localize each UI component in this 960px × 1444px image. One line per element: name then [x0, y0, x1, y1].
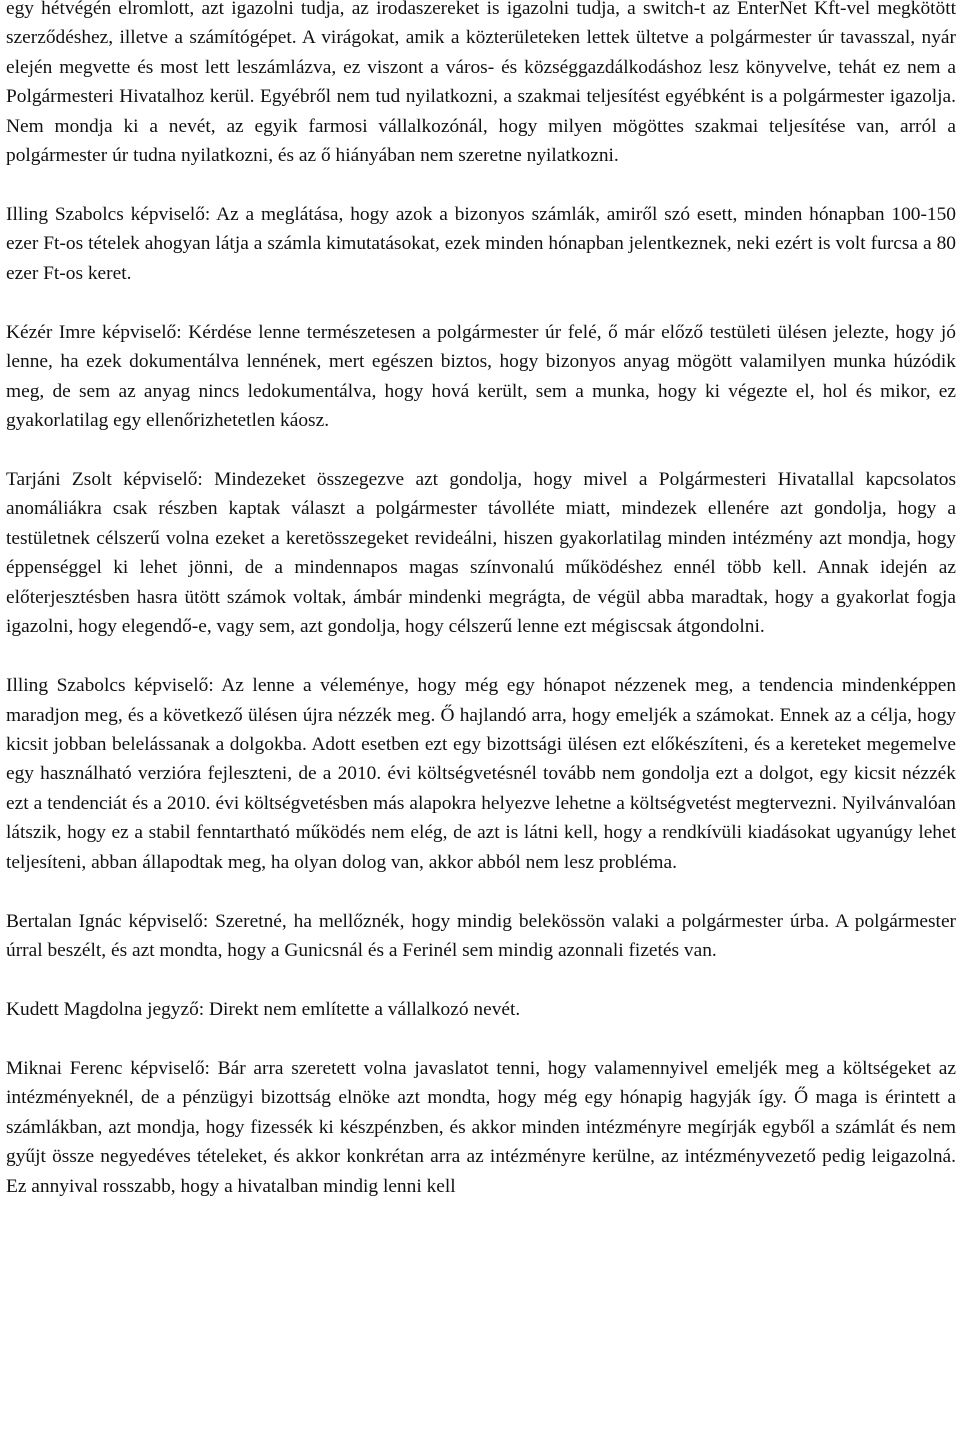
speaker-name: Kudett Magdolna jegyző: — [6, 998, 205, 1020]
speech-paragraph — [6, 671, 956, 877]
speaker-name: Bertalan Ignác képviselő: — [6, 910, 209, 932]
speaker-name: Illing Szabolcs képviselő: — [6, 204, 211, 226]
speech-text: Kérdése lenne természetesen a polgármester úr felé, ő már előző testületi ülésen jelezte, hogy jó lenne, ha ezek dokumentálva lennének, mert egészen biztos, hogy bizonyos anyag mögött valamilyen munka húzódik meg, de sem az anyag nincs ledokumentálva, hogy hová került, sem a munka, hogy ki végezte el, hol és mikor, ez gyakorlatilag egy ellenőrizhetetlen káosz. — [6, 321, 956, 432]
speech-text: Mindezeket összegezve azt gondolja, hogy mivel a Polgármesteri Hivatallal kapcsolatos anomáliákra csak részben kaptak választ a polgármester távolléte miatt, mindezek ellenére azt gondolja, hogy a testületnek célszerű volna ezeket a keretösszegeket revideálni, hiszen gyakorlatilag minden intézmény azt mondja, hogy éppenséggel ki lehet jönni, de a mindennapos magas színvonalú működéshez ennél több kell. Annak idején az előterjesztésben hasra ütött számok voltak, ámbár mindenki megrágta, de végül abba maradtak, hogy a gyakorlat fogja igazolni, hogy elegendő-e, vagy sem, azt gondolja, hogy célszerű lenne ezt mégiscsak átgondolni. — [6, 469, 957, 638]
paragraph-text: egy hétvégén elromlott, azt igazolni tudja, az irodaszereket is igazolni tudja, a switch-t az EnterNet Kft-vel megkötött szerződéshez, illetve a számítógépet. A virágokat, amik a közterületeken lettek ültetve a polgármester úr tavasszal, nyár elején megvette és most lett leszámlázva, ez viszont a város- és községgazdálkodáshoz lesz könyvelve, tehát ez nem a Polgármesteri Hivatalhoz kerül. Egyébről nem tud nyilatkozni, a szakmai teljesítést egyébként is a polgármester igazolja. Nem mondja ki a nevét, az egyik farmosi vállalkozónál, hogy milyen mögöttes szakmai teljesítése van, arról a polgármester úr tudna nyilatkozni, és az ő hiányában nem szeretne nyilatkozni. — [6, 0, 956, 167]
document-page — [6, 0, 956, 1201]
speech-paragraph — [6, 907, 956, 966]
speech-text: Az a meglátása, hogy azok a bizonyos számlák, amiről szó esett, minden hónapban 100-150 ezer Ft-os tételek ahogyan látja a számla kimutatásokat, ezek minden hónapban jelentkeznek, neki ezért is volt furcsa a 80 ezer Ft-os keret. — [6, 204, 956, 284]
speech-text: Direkt nem említette a vállalkozó nevét. — [209, 998, 521, 1020]
speech-paragraph — [6, 995, 956, 1024]
speaker-name: Tarjáni Zsolt képviselő: — [6, 469, 203, 491]
speech-paragraph — [6, 465, 956, 641]
speech-paragraph — [6, 200, 956, 288]
paragraph-continuation — [6, 0, 956, 170]
speech-text: Szeretné, ha mellőznék, hogy mindig belekössön valaki a polgármester úrba. A polgármester úrral beszélt, és azt mondta, hogy a Gunicsnál és a Ferinél sem mindig azonnali fizetés van. — [6, 910, 957, 961]
speech-text: Az lenne a véleménye, hogy még egy hónapot nézzenek meg, a tendencia mindenképpen maradjon meg, és a következő ülésen újra nézzék meg. Ő hajlandó arra, hogy emeljék a számokat. Ennek az a célja, hogy kicsit jobban belelássanak a dolgokba. Adott esetben ezt egy bizottsági ülésen ezt előkészíteni, és a kereteket megemelve egy használható verzióra fejleszteni, de a 2010. évi költségvetésnél tovább nem gondolja ezt a dolgot, egy kicsit nézzék ezt a tendenciát és a 2010. évi költségvetésben más alapokra helyezve lehetne a költségvetést megtervezni. Nyilvánvalóan látszik, hogy ez a stabil fenntartható működés nem elég, de azt is látni kell, hogy a rendkívüli kiadásokat ugyanúgy lehet teljesíteni, abban állapodtak meg, ha olyan dolog van, akkor abból nem lesz probléma. — [6, 675, 957, 873]
speaker-name: Illing Szabolcs képviselő: — [6, 675, 214, 697]
speech-paragraph — [6, 1054, 956, 1201]
speaker-name: Kézér Imre képviselő: — [6, 321, 182, 343]
speech-paragraph — [6, 318, 956, 436]
speech-text: Bár arra szeretett volna javaslatot tenni, hogy valamennyivel emeljék meg a költségeket az intézményeknél, de a pénzügyi bizottság elnöke azt mondta, hogy még egy hónapig hagyják így. Ő maga is érintett a számlákban, azt mondja, hogy fizessék ki készpénzben, és akkor minden intézményre megírják egyből a számlát és nem gyűjt össze negyedéves tételeket, és akkor konkrétan arra az intézményre kerülne, az intézményvezető pedig leigazolná. Ez annyival rosszabb, hogy a hivatalban mindig lenni kell — [6, 1057, 956, 1197]
speaker-name: Miknai Ferenc képviselő: — [6, 1057, 210, 1079]
